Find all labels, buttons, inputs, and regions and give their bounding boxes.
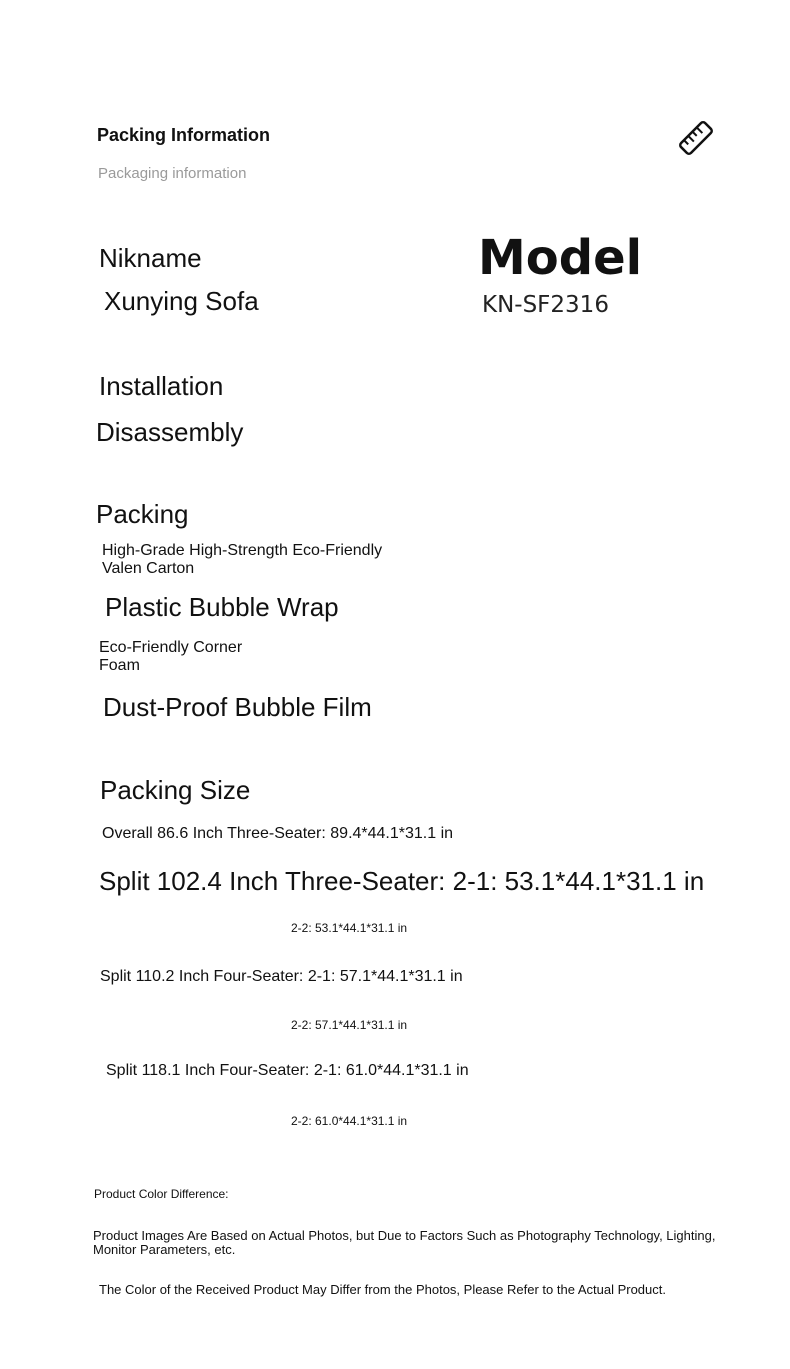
nickname-label: Nikname (99, 243, 202, 273)
packing-size-label: Packing Size (100, 775, 251, 805)
size-split-118-part2: 2-2: 61.0*44.1*31.1 in (291, 1114, 408, 1128)
page-title: Packing Information (97, 125, 271, 145)
installation-value: Disassembly (96, 417, 244, 447)
model-label: Model (478, 230, 643, 286)
size-split-102: Split 102.4 Inch Three-Seater: 2-1: 53.1*44.1*31.1 in (99, 866, 705, 896)
packing-label: Packing (96, 499, 189, 529)
color-difference-title: Product Color Difference: (94, 1187, 229, 1201)
nickname-value: Xunying Sofa (104, 286, 259, 316)
model-value: KN-SF2316 (482, 292, 609, 318)
ruler-icon (676, 118, 716, 158)
packing-item-bubble-wrap: Plastic Bubble Wrap (105, 592, 339, 622)
size-split-110: Split 110.2 Inch Four-Seater: 2-1: 57.1*44.1*31.1 in (100, 968, 463, 985)
color-difference-note-2: The Color of the Received Product May Differ from the Photos, Please Refer to the Actual Product. (99, 1282, 666, 1297)
packing-item-corner-foam: Eco-Friendly Corner Foam (99, 639, 243, 674)
size-split-102-part2: 2-2: 53.1*44.1*31.1 in (291, 921, 408, 935)
color-difference-note-1: Product Images Are Based on Actual Photos, but Due to Factors Such as Photography Technology, Lighting, Monitor Parameters, etc. (93, 1228, 716, 1257)
size-split-118: Split 118.1 Inch Four-Seater: 2-1: 61.0*44.1*31.1 in (106, 1062, 469, 1079)
page-subtitle: Packaging information (98, 165, 247, 182)
installation-label: Installation (99, 371, 224, 401)
size-overall: Overall 86.6 Inch Three-Seater: 89.4*44.1*31.1 in (102, 825, 454, 842)
packing-item-bubble-film: Dust-Proof Bubble Film (103, 692, 372, 722)
size-split-110-part2: 2-2: 57.1*44.1*31.1 in (291, 1018, 408, 1032)
packing-item-carton: High-Grade High-Strength Eco-Friendly Valen Carton (102, 542, 383, 577)
